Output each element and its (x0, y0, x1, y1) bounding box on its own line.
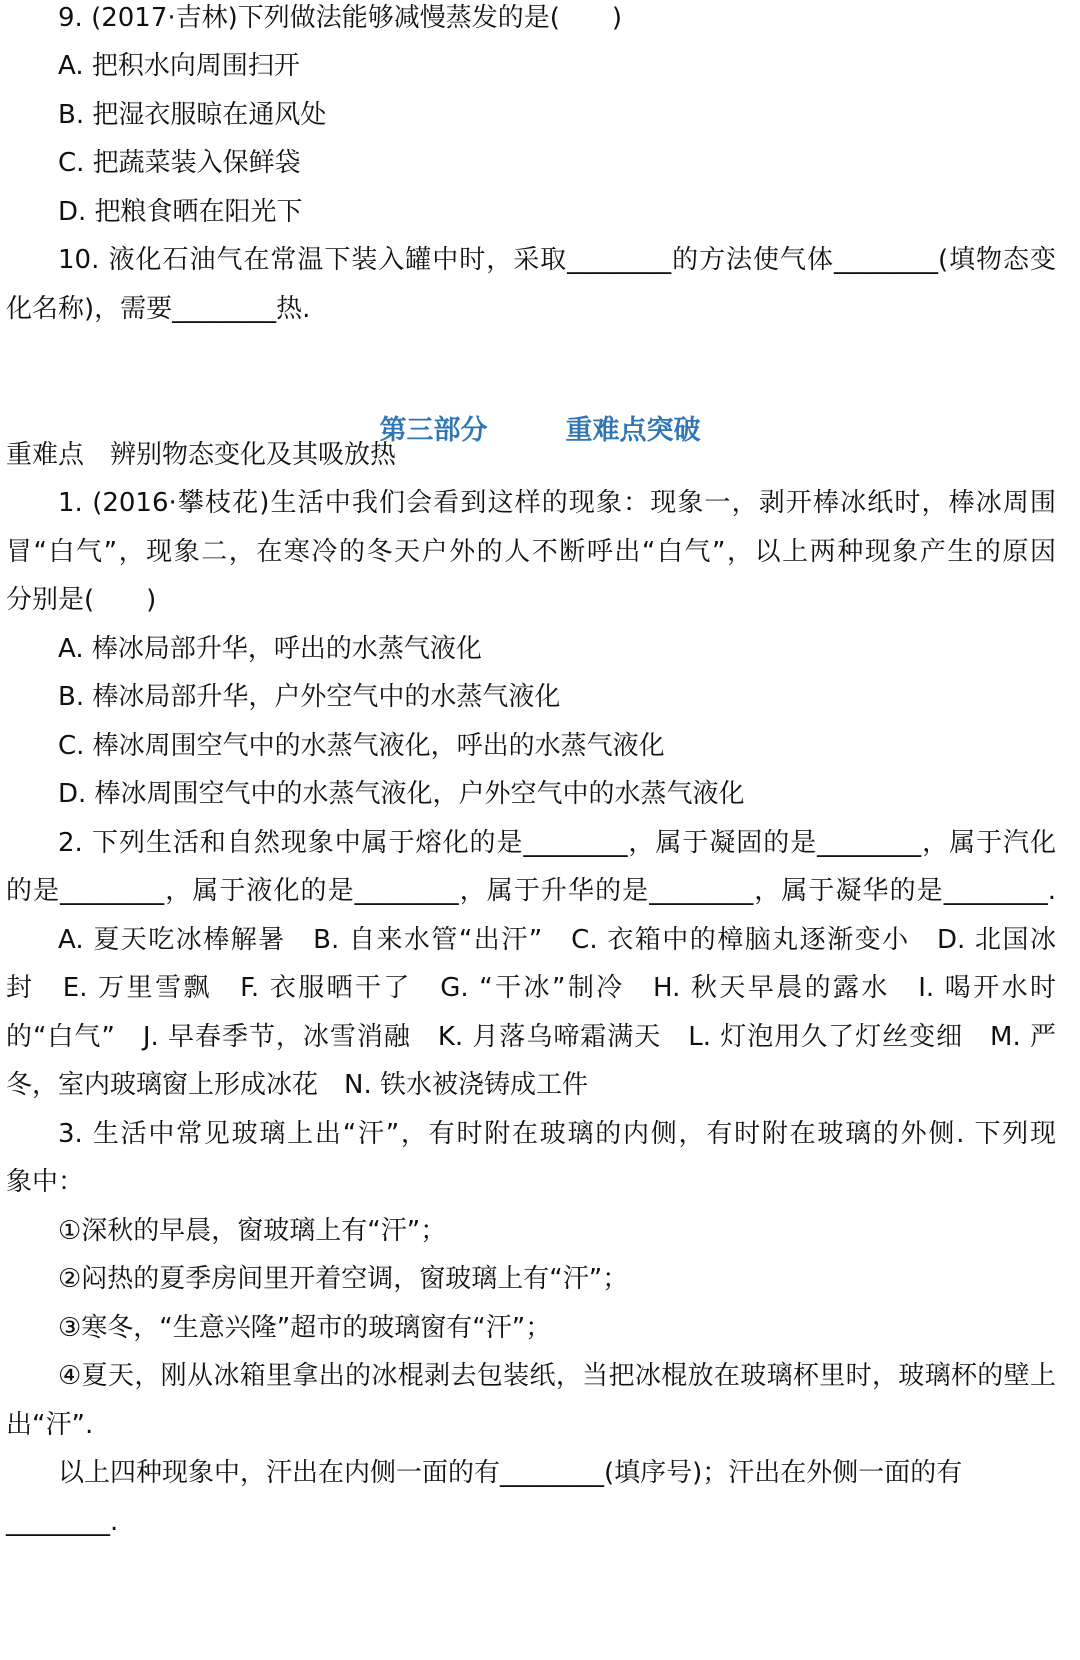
section-part-label: 第三部分 (379, 415, 488, 446)
problem-2-line-2: 的是________，属于液化的是________，属于升华的是________，属于凝华的是________. (6, 876, 1056, 906)
problem-2-line-3: A. 夏天吃冰棒解暑 B. 自来水管“出汗” C. 衣箱中的樟脑丸逐渐变小 D. 北国冰 (58, 925, 1056, 955)
section-title-label: 重难点突破 (565, 415, 701, 446)
problem-1-line-3: 分别是( ) (6, 585, 157, 615)
topic-heading: 重难点 辨别物态变化及其吸放热 (6, 440, 397, 470)
problem-2-line-4: 封 E. 万里雪飘 F. 衣服晒干了 G. “干冰”制冷 H. 秋天早晨的露水 I. 喝开水时 (6, 973, 1056, 1003)
problem-3-answer-line: 以上四种现象中，汗出在内侧一面的有________(填序号)；汗出在外侧一面的有 (58, 1458, 963, 1488)
problem-1-option-a: A. 棒冰局部升华，呼出的水蒸气液化 (58, 634, 482, 664)
problem-3-item-4: ④夏天，刚从冰箱里拿出的冰棍剥去包装纸，当把冰棍放在玻璃杯里时，玻璃杯的壁上 (58, 1361, 1056, 1391)
problem-1-line-1: 1. (2016·攀枝花)生活中我们会看到这样的现象：现象一，剥开棒冰纸时，棒冰周围 (58, 488, 1056, 518)
problem-3-item-2: ②闷热的夏季房间里开着空调，窗玻璃上有“汗”； (58, 1264, 629, 1294)
question-9-option-d: D. 把粮食晒在阳光下 (58, 197, 303, 227)
problem-1-line-2: 冒“白气”，现象二，在寒冷的冬天户外的人不断呼出“白气”，以上两种现象产生的原因 (6, 537, 1056, 567)
problem-2-line-5: 的“白气” J. 早春季节，冰雪消融 K. 月落乌啼霜满天 L. 灯泡用久了灯丝变细 M. 严 (6, 1022, 1056, 1052)
question-9-option-a: A. 把积水向周围扫开 (58, 51, 300, 81)
question-9-stem: 9. (2017·吉林)下列做法能够减慢蒸发的是( ) (58, 3, 623, 33)
problem-2-line-1: 2. 下列生活和自然现象中属于熔化的是________，属于凝固的是________，属于汽化 (58, 828, 1056, 858)
problem-3-item-1: ①深秋的早晨，窗玻璃上有“汗”； (58, 1216, 447, 1246)
problem-1-option-c: C. 棒冰周围空气中的水蒸气液化，呼出的水蒸气液化 (58, 731, 665, 761)
question-10-line-1: 10. 液化石油气在常温下装入罐中时，采取________的方法使气体________(填物态变 (58, 245, 1056, 275)
question-9-option-b: B. 把湿衣服晾在通风处 (58, 100, 327, 130)
problem-1-option-d: D. 棒冰周围空气中的水蒸气液化，户外空气中的水蒸气液化 (58, 779, 745, 809)
question-10-line-2: 化名称)，需要________热. (6, 294, 311, 324)
problem-3-line-2: 象中： (6, 1167, 85, 1197)
problem-2-line-6: 冬，室内玻璃窗上形成冰花 N. 铁水被浇铸成工件 (6, 1070, 588, 1100)
problem-3-line-1: 3. 生活中常见玻璃上出“汗”，有时附在玻璃的内侧，有时附在玻璃的外侧. 下列现 (58, 1119, 1056, 1149)
problem-3-item-4-cont: 出“汗”. (6, 1410, 94, 1440)
question-9-option-c: C. 把蔬菜装入保鲜袋 (58, 148, 301, 178)
problem-3-answer-blank: ________. (6, 1507, 119, 1537)
problem-1-option-b: B. 棒冰局部升华，户外空气中的水蒸气液化 (58, 682, 561, 712)
problem-3-item-3: ③寒冬，“生意兴隆”超市的玻璃窗有“汗”； (58, 1313, 552, 1343)
